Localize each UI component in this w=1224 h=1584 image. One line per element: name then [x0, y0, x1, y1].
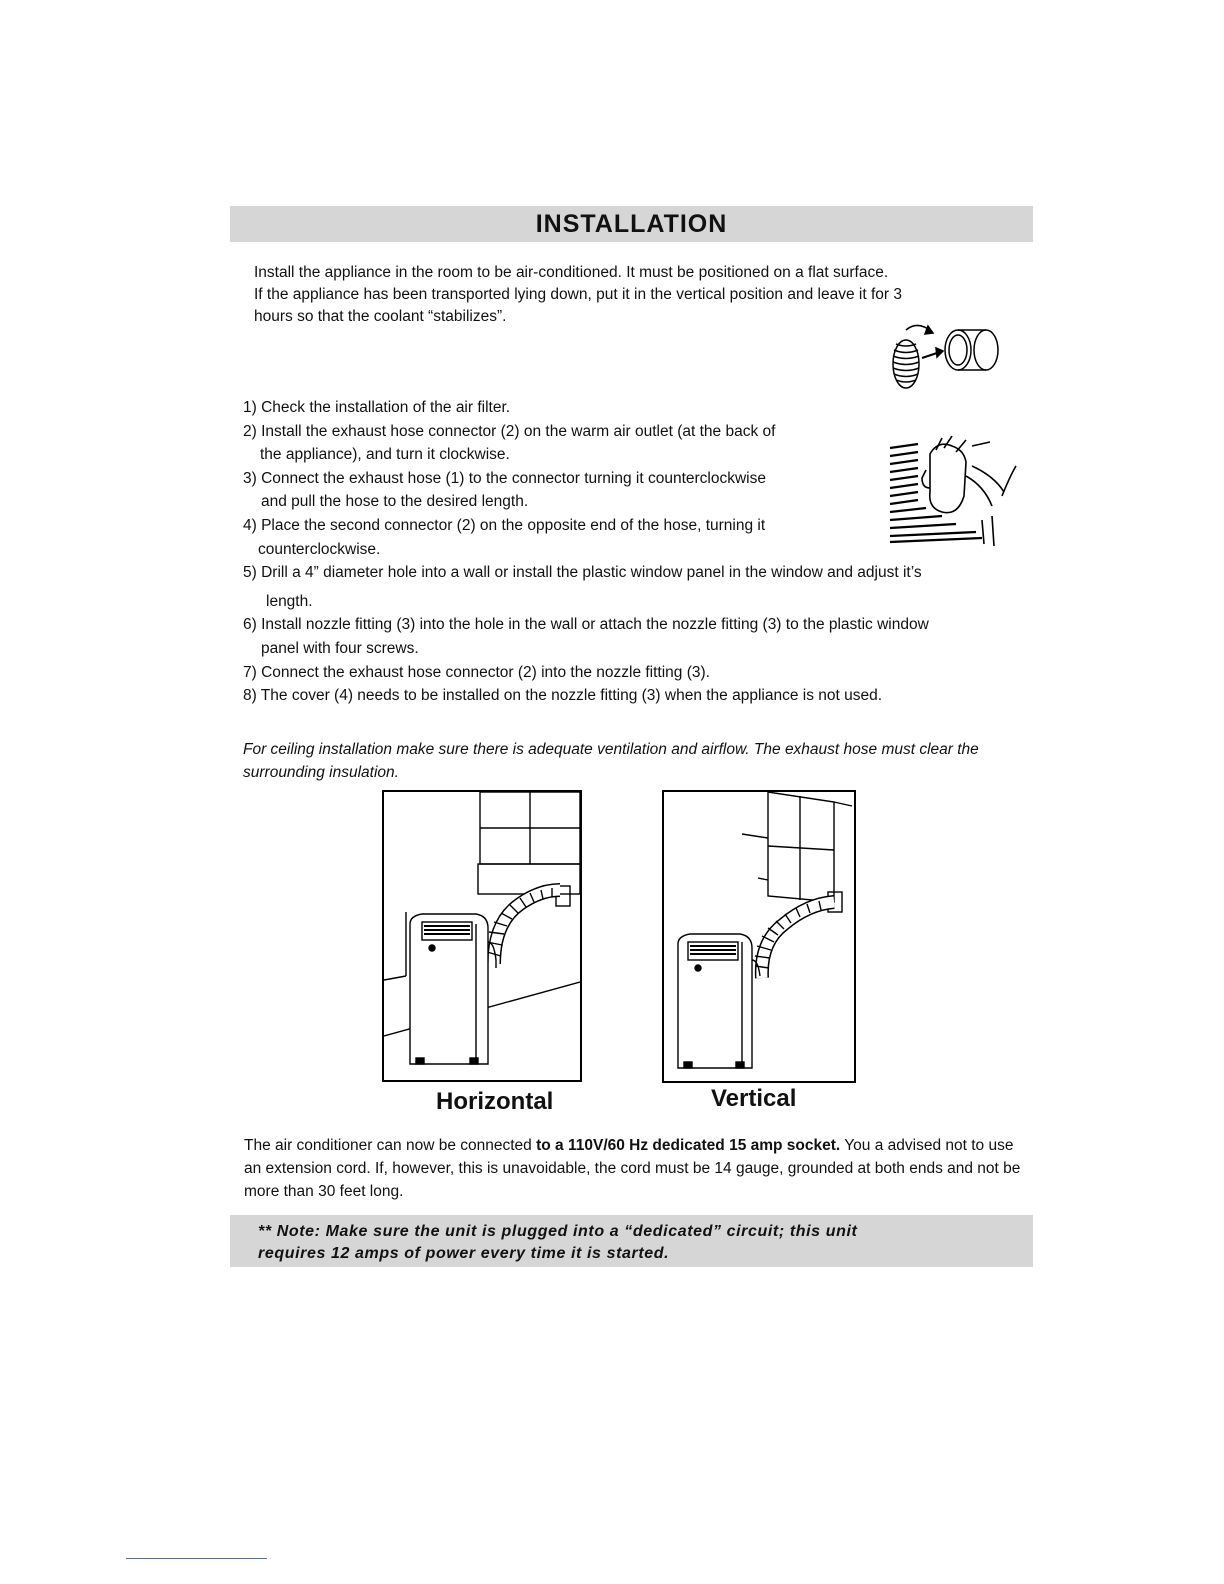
vertical-installation-figure: [662, 790, 856, 1083]
intro-line: Install the appliance in the room to be air-conditioned. It must be positioned on a flat surface.: [254, 264, 889, 281]
step-continuation: the appliance), and turn it clockwise.: [260, 446, 510, 464]
horizontal-label: Horizontal: [436, 1088, 554, 1115]
power-text-rest: You a advised not to use an extension cord. If, however, this is unavoidable, the cord must be 14 gauge, grounded at both ends and not be more than 30 feet long.: [244, 1137, 1021, 1200]
list-item: [243, 561, 1033, 613]
list-item: [243, 613, 1033, 660]
step-continuation: length.: [266, 592, 313, 610]
step-text: 8) The cover (4) needs to be installed on the nozzle fitting (3) when the appliance is not used.: [243, 687, 883, 705]
section-header: [230, 206, 1033, 242]
step-text: 6) Install nozzle fitting (3) into the hole in the wall or attach the nozzle fitting (3) to the plastic window: [243, 616, 929, 634]
power-text-intro: The air conditioner can now be connected: [244, 1137, 537, 1154]
step-continuation: and pull the hose to the desired length.: [261, 493, 529, 511]
step-text: 3) Connect the exhaust hose (1) to the connector turning it counterclockwise: [243, 469, 766, 487]
list-item: [243, 467, 1033, 514]
horizontal-installation-figure: [382, 790, 582, 1082]
note-line: ** Note: Make sure the unit is plugged into a “dedicated” circuit; this unit: [258, 1223, 858, 1240]
list-item: [243, 396, 1033, 420]
step-text: 4) Place the second connector (2) on the opposite end of the hose, turning it: [243, 516, 766, 534]
ceiling-installation-note: For ceiling installation make sure there is adequate ventilation and airflow. The exhaust hose must clear the surrounding insulation.: [243, 741, 979, 781]
step-continuation: counterclockwise.: [258, 540, 381, 558]
power-paragraph: [244, 1134, 1034, 1203]
step-text: 2) Install the exhaust hose connector (2) on the warm air outlet (at the back of: [243, 422, 776, 440]
installation-steps: [243, 396, 1033, 708]
list-item: [243, 514, 1033, 561]
footer-divider: [126, 1558, 267, 1559]
power-text: [244, 1134, 1034, 1203]
circuit-note-box: [230, 1215, 1033, 1267]
step-text: 1) Check the installation of the air filter.: [243, 399, 511, 416]
intro-line: hours so that the coolant “stabilizes”.: [254, 308, 507, 325]
step-continuation: panel with four screws.: [261, 639, 419, 657]
list-item: [243, 661, 1033, 685]
step-text: 5) Drill a 4” diameter hole into a wall or install the plastic window panel in the window and adjust it’s: [243, 564, 922, 582]
note-line: requires 12 amps of power every time it is started.: [258, 1245, 670, 1262]
list-item: [243, 684, 1033, 708]
hose-connector-illustration: [886, 318, 1006, 390]
intro-line: If the appliance has been transported lying down, put it in the vertical position and leave it for 3: [254, 286, 902, 303]
step-text: 7) Connect the exhaust hose connector (2) into the nozzle fitting (3).: [243, 663, 710, 681]
circuit-note: [258, 1221, 998, 1265]
page-title: INSTALLATION: [535, 209, 728, 238]
vertical-label: Vertical: [711, 1085, 797, 1112]
power-requirement: to a 110V/60 Hz dedicated 15 amp socket.: [536, 1137, 841, 1154]
list-item: [243, 420, 1033, 467]
